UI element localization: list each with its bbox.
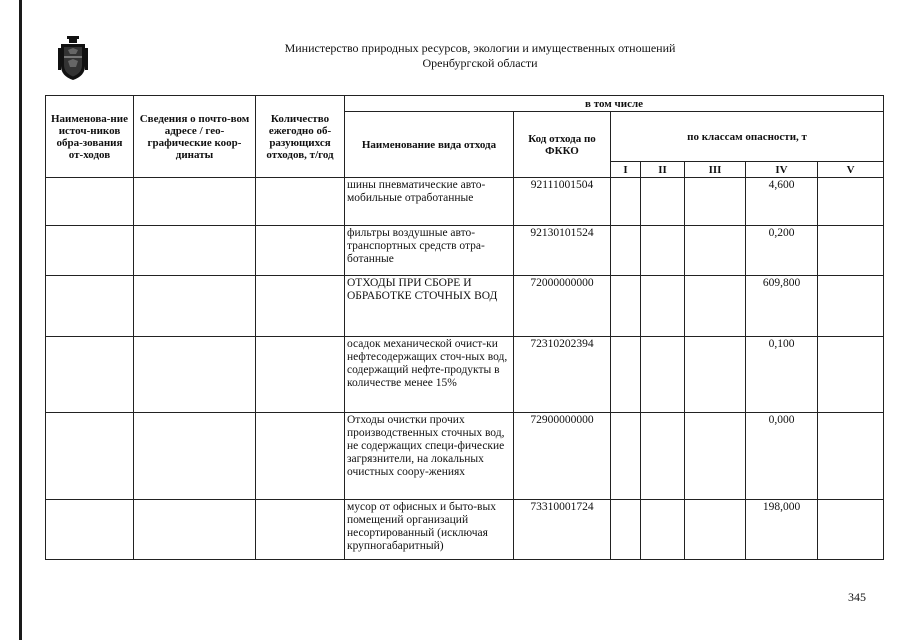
table-row [46, 226, 884, 276]
header-quantity: Количество ежегодно об-разующихся отходов, т/год [256, 96, 345, 178]
header-class-ii: II [641, 162, 685, 178]
fkko-code-cell: 72000000000 [514, 276, 611, 337]
waste-name-cell: фильтры воздушные авто-транспортных средств отра-ботанные [345, 226, 514, 276]
class-iv-value-cell: 198,000 [746, 500, 818, 560]
header-including: в том числе [345, 96, 884, 112]
table-row [46, 178, 884, 226]
header-hazard-classes: по классам опасности, т [611, 112, 884, 162]
fkko-code-cell: 92111001504 [514, 178, 611, 226]
fkko-code-cell: 92130101524 [514, 226, 611, 276]
class-iv-value-cell: 0,100 [746, 337, 818, 413]
fkko-code-cell: 72310202394 [514, 337, 611, 413]
table-row [46, 500, 884, 560]
waste-name-cell: мусор от офисных и быто-вых помещений организаций несортированный (исключая крупногабаритный) [345, 500, 514, 560]
waste-name-cell: Отходы очистки прочих производственных сточных вод, не содержащих специ-фические загрязнители, на локальных очистных соору-жениях [345, 413, 514, 500]
class-iv-value-cell: 0,000 [746, 413, 818, 500]
waste-name-cell: шины пневматические авто-мобильные отработанные [345, 178, 514, 226]
waste-name-cell: осадок механической очист-ки нефтесодержащих сточ-ных вод, содержащий нефте-продукты в количестве менее 15% [345, 337, 514, 413]
class-iv-value-cell: 0,200 [746, 226, 818, 276]
class-iv-value-cell: 4,600 [746, 178, 818, 226]
ministry-title-line1: Министерство природных ресурсов, экологии и имущественных отношений [284, 41, 676, 55]
waste-name-cell: ОТХОДЫ ПРИ СБОРЕ И ОБРАБОТКЕ СТОЧНЫХ ВОД [345, 276, 514, 337]
header-waste-type: Наименование вида отхода [345, 112, 514, 178]
ministry-title-line2: Оренбургской области [422, 56, 538, 70]
table-row [46, 413, 884, 500]
table-row [46, 337, 884, 413]
waste-sources-table [45, 95, 884, 560]
header-class-v: V [818, 162, 884, 178]
class-iv-value-cell: 609,800 [746, 276, 818, 337]
header-address: Сведения о почто-вом адресе / гео-графические коор-динаты [134, 96, 256, 178]
header-fkko-code: Код отхода по ФККО [514, 112, 611, 178]
header-source-name: Наименова-ние источ-ников обра-зования от-ходов [46, 96, 134, 178]
binding-edge-line [19, 0, 22, 640]
coat-of-arms-icon [58, 36, 88, 80]
header-class-iv: IV [746, 162, 818, 178]
fkko-code-cell: 72900000000 [514, 413, 611, 500]
header-class-i: I [611, 162, 641, 178]
header-class-iii: III [685, 162, 746, 178]
fkko-code-cell: 73310001724 [514, 500, 611, 560]
table-row [46, 276, 884, 337]
page-number: 345 [848, 590, 866, 604]
ministry-header [220, 41, 740, 71]
